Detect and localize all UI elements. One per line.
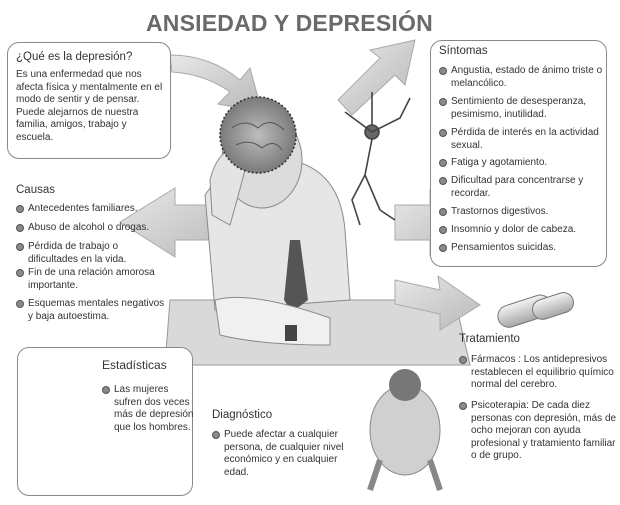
bullet-icon xyxy=(439,208,447,216)
cause-item: Pérdida de trabajo o dificultades en la vida. xyxy=(16,241,168,266)
page-title: ANSIEDAD Y DEPRESIÓN xyxy=(146,10,433,36)
cause-item: Esquemas mentales negativos y baja autoestima. xyxy=(16,298,168,323)
causes-heading: Causas xyxy=(16,184,55,196)
symptoms-box xyxy=(430,40,607,267)
brain-image xyxy=(220,97,296,173)
bullet-icon xyxy=(439,159,447,167)
treatment-heading: Tratamiento xyxy=(459,333,520,345)
bullet-icon xyxy=(459,402,467,410)
symptoms-heading: Síntomas xyxy=(439,45,488,57)
definition-box xyxy=(7,42,171,159)
statistics-box xyxy=(17,347,193,496)
bullet-icon xyxy=(439,98,447,106)
pills-icon xyxy=(495,290,576,330)
treatment-item: Fármacos : Los antidepresivos restablecen el equilibrio químico normal del cerebro. xyxy=(459,354,620,392)
symptom-item: Trastornos digestivos. xyxy=(439,206,603,219)
symptom-item: Pensamientos suicidas. xyxy=(439,242,603,255)
statistics-item: Las mujeres sufren dos veces más de depresión que los hombres. xyxy=(102,384,194,434)
statistics-heading: Estadísticas xyxy=(102,358,167,372)
bullet-icon xyxy=(16,205,24,213)
watch-shape xyxy=(285,325,297,341)
cause-item: Abuso de alcohol o drogas. xyxy=(16,222,168,235)
symptom-item: Insomnio y dolor de cabeza. xyxy=(439,224,603,237)
bullet-icon xyxy=(16,243,24,251)
treatment-item: Psicoterapia: De cada diez personas con depresión, más de ocho mejoran con ayuda profesional y tratamiento familiar o de grupo. xyxy=(459,400,620,463)
cause-item: Antecedentes familiares. xyxy=(16,203,168,216)
arrow-top-right xyxy=(338,40,415,115)
bullet-icon xyxy=(102,386,110,394)
diagnosis-item: Puede afectar a cualquier persona, de cualquier nivel económico y en cualquier edad. xyxy=(212,429,364,479)
bullet-icon xyxy=(439,226,447,234)
definition-text: Es una enfermedad que nos afecta física y mentalmente en el modo de sentir y de pensar. Puede alejarnos de nuestra familia, amigos, trabajo y escuela. xyxy=(16,69,163,143)
symptom-item: Angustia, estado de ánimo triste o melancólico. xyxy=(439,65,603,90)
bullet-icon xyxy=(439,177,447,185)
bullet-icon xyxy=(439,244,447,252)
definition-heading: ¿Qué es la depresión? xyxy=(16,51,133,63)
bullet-icon xyxy=(439,67,447,75)
symptom-item: Fatiga y agotamiento. xyxy=(439,157,603,170)
bullet-icon xyxy=(16,269,24,277)
bullet-icon xyxy=(439,129,447,137)
diagnosis-heading: Diagnóstico xyxy=(212,409,273,421)
cause-item: Fin de una relación amorosa importante. xyxy=(16,267,168,292)
bullet-icon xyxy=(212,431,220,439)
symptom-item: Pérdida de interés en la actividad sexual. xyxy=(439,127,603,152)
bullet-icon xyxy=(16,224,24,232)
bullet-icon xyxy=(459,356,467,364)
bullet-icon xyxy=(16,300,24,308)
symptom-item: Dificultad para concentrarse y recordar. xyxy=(439,175,603,200)
symptom-item: Sentimiento de desesperanza, pesimismo, inutilidad. xyxy=(439,96,603,121)
sitting-woman-image xyxy=(370,369,440,490)
